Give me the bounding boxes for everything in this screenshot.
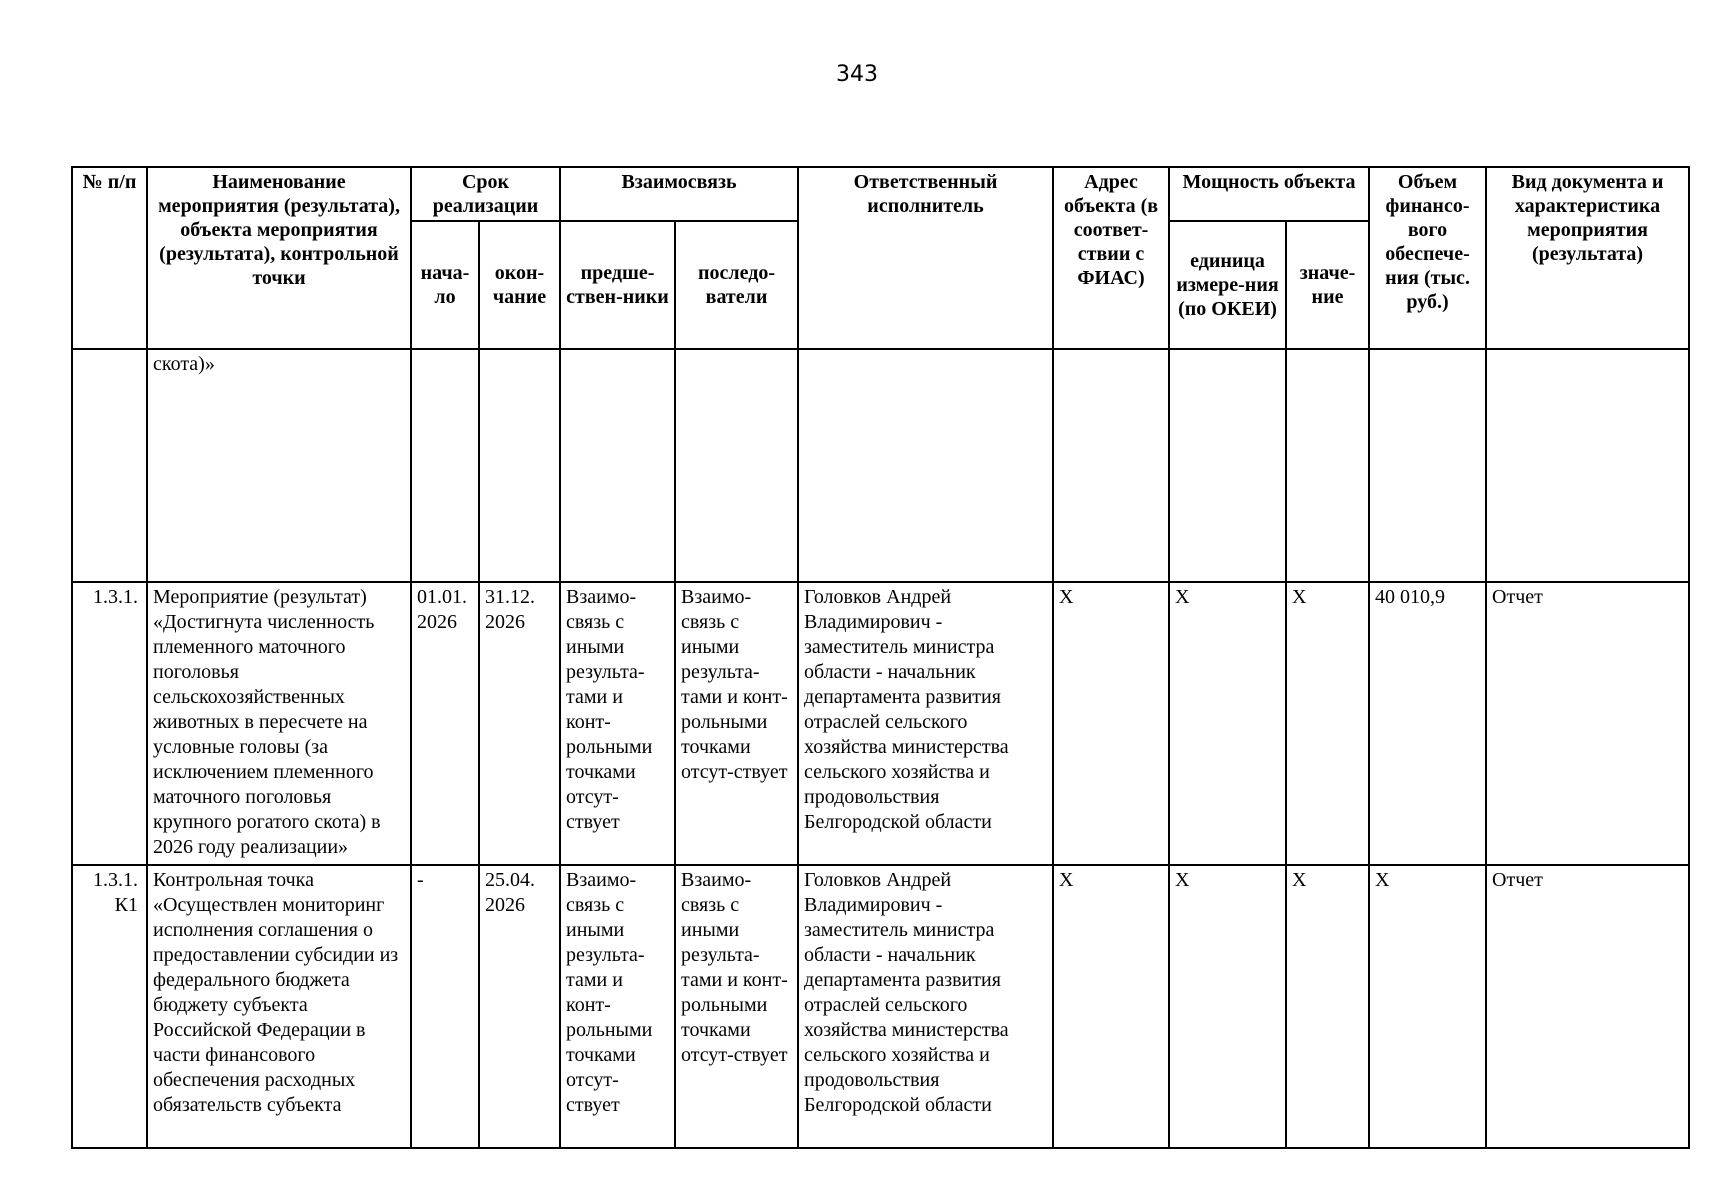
table-row — [72, 865, 1689, 1148]
cell-value: X — [1286, 582, 1369, 865]
cell-start: - — [411, 865, 479, 1148]
cell-unit — [1169, 349, 1286, 582]
cell-pred — [560, 349, 675, 582]
cell-num: 1.3.1. — [72, 582, 147, 865]
cell-responsible: Головков Андрей Владимирович - заместитель министра области - начальник департамента развития отраслей сельского хозяйства министерства сельского хозяйства и продовольствия Белгородской области — [798, 865, 1053, 1148]
cell-responsible — [798, 349, 1053, 582]
cell-start: 01.01. 2026 — [411, 582, 479, 865]
cell-name: скота)» — [147, 349, 411, 582]
cell-value — [1286, 349, 1369, 582]
cell-volume: X — [1369, 865, 1486, 1148]
cell-succ: Взаимо-связь с иными результа-тами и конт-рольными точками отсут-ствует — [675, 582, 798, 865]
header-link-succ: последо-ватели — [675, 221, 798, 349]
cell-succ: Взаимо-связь с иными результа-тами и конт-рольными точками отсут-ствует — [675, 865, 798, 1148]
cell-value: X — [1286, 865, 1369, 1148]
cell-start — [411, 349, 479, 582]
cell-end: 25.04. 2026 — [479, 865, 560, 1148]
header-responsible: Ответственный исполнитель — [798, 167, 1053, 349]
cell-unit: X — [1169, 582, 1286, 865]
cell-num — [72, 349, 147, 582]
cell-end: 31.12. 2026 — [479, 582, 560, 865]
header-term-end: окон-чание — [479, 221, 560, 349]
table-row — [72, 349, 1689, 582]
cell-volume: 40 010,9 — [1369, 582, 1486, 865]
header-address: Адрес объекта (в соответ-ствии с ФИАС) — [1053, 167, 1169, 349]
header-term: Срок реализации — [411, 167, 560, 221]
cell-pred: Взаимо-связь с иными результа-тами и конт-рольными точками отсут-ствует — [560, 865, 675, 1148]
cell-name: Мероприятие (результат) «Достигнута численность племенного маточного поголовья сельскохозяйственных животных в пересчете на условные головы (за исключением племенного маточного поголовья крупного рогатого скота) в 2026 году реализации» — [147, 582, 411, 865]
cell-num: 1.3.1. К1 — [72, 865, 147, 1148]
activities-table — [71, 166, 1690, 1149]
cell-address — [1053, 349, 1169, 582]
header-term-start: нача-ло — [411, 221, 479, 349]
header-link: Взаимосвязь — [560, 167, 798, 221]
cell-end — [479, 349, 560, 582]
cell-unit: X — [1169, 865, 1286, 1148]
table-header — [72, 167, 1689, 349]
cell-name: Контрольная точка «Осуществлен мониторинг исполнения соглашения о предоставлении субсидии из федерального бюджета бюджету субъекта Российской Федерации в части финансового обеспечения расходных обязательств субъекта — [147, 865, 411, 1148]
header-volume: Объем финансо-вого обеспече-ния (тыс. руб.) — [1369, 167, 1486, 349]
header-link-pred: предше-ствен-ники — [560, 221, 675, 349]
header-capacity-unit: единица измере-ния (по ОКЕИ) — [1169, 221, 1286, 349]
cell-doc — [1486, 349, 1689, 582]
cell-address: X — [1053, 865, 1169, 1148]
page-number: 343 — [836, 62, 878, 87]
cell-responsible: Головков Андрей Владимирович - заместитель министра области - начальник департамента развития отраслей сельского хозяйства министерства сельского хозяйства и продовольствия Белгородской области — [798, 582, 1053, 865]
header-doc-type: Вид документа и характеристика мероприятия (результата) — [1486, 167, 1689, 349]
cell-pred: Взаимо-связь с иными результа-тами и конт-рольными точками отсут-ствует — [560, 582, 675, 865]
table-row — [72, 582, 1689, 865]
cell-succ — [675, 349, 798, 582]
header-capacity-value: значе-ние — [1286, 221, 1369, 349]
header-num: № п/п — [72, 167, 147, 349]
cell-address: X — [1053, 582, 1169, 865]
header-name: Наименование мероприятия (результата), объекта мероприятия (результата), контрольной точки — [147, 167, 411, 349]
cell-doc: Отчет — [1486, 582, 1689, 865]
cell-doc: Отчет — [1486, 865, 1689, 1148]
header-capacity: Мощность объекта — [1169, 167, 1369, 221]
cell-volume — [1369, 349, 1486, 582]
